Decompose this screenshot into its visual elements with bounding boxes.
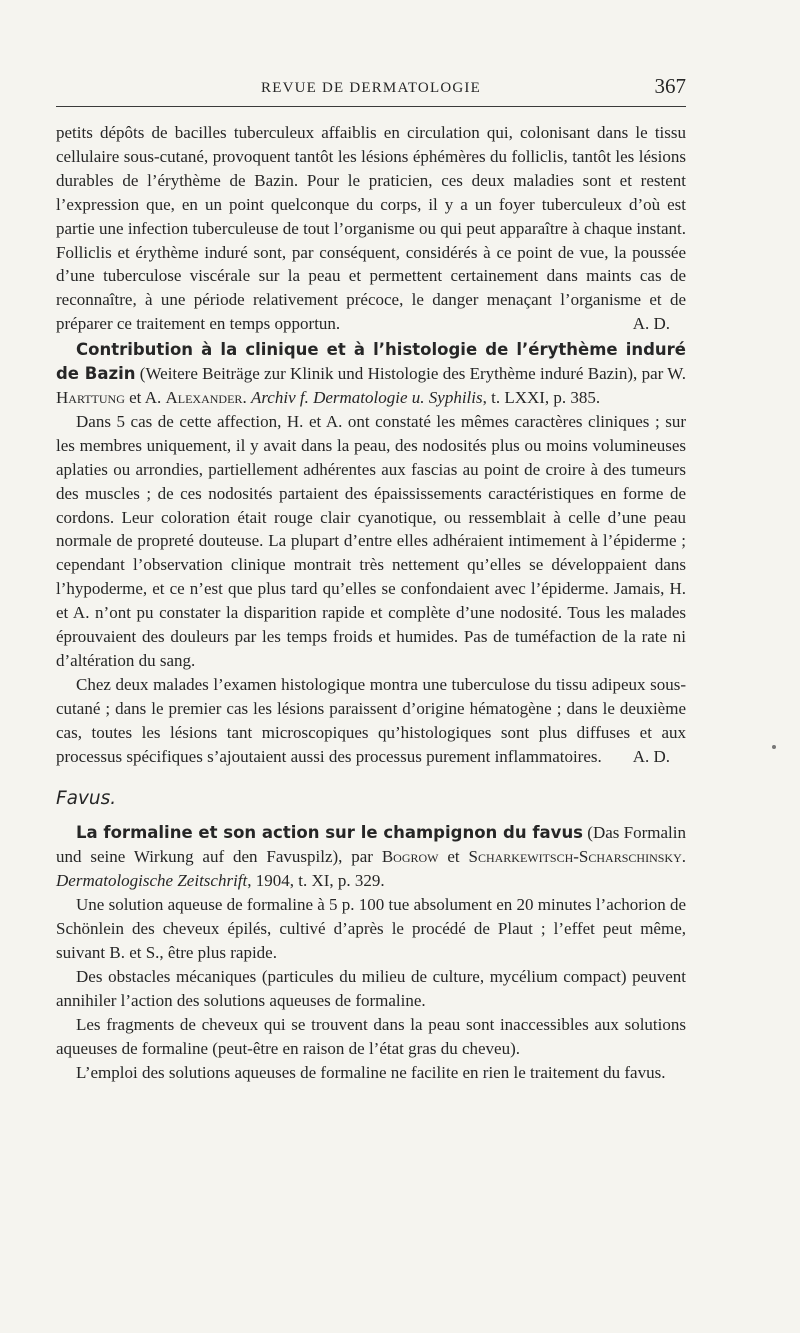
author-name: Scharkewitsch-Scharschinsky <box>468 847 682 867</box>
signature: A. D. <box>632 746 670 766</box>
page <box>56 72 686 1084</box>
page-number: 367 <box>654 74 686 98</box>
article-heading <box>56 821 686 893</box>
reference-text: , t. LXXI, p. 385. <box>482 387 601 407</box>
paragraph: Une solution aqueuse de formaline à 5 p. 100 tue absolument en 20 minutes l’achorion de Schönlein des cheveux épilés, cultivé d’après le procédé de Plaut ; l’effet peut même, suivant B. et S., être plus rapide. <box>56 895 686 962</box>
article-heading <box>56 338 686 410</box>
signature: A. D. <box>632 314 670 334</box>
article-title: La formaline et son action sur le champignon du favus <box>76 823 584 843</box>
paragraph: Dans 5 cas de cette affection, H. et A. ont constaté les mêmes caractères cliniques ; sur les membres uniquement, il y avait dans la peau, des nodosités plus ou moins volumineuses aplaties ou arrondies, partiellement adhérentes aux fascias au point de croire à des tumeurs des muscles ; de ces nodosités partaient des épaississements caractéristiques en forme de cordons. Leur coloration était rouge clair cyanotique, ou ressemblait à celle d’une peau normale de propreté douteuse. La plupart d’entre elles adhéraient intimement à l’épiderme ; cependant l’observation clinique montrait très nettement qu’elles se développaient dans l’hypoderme, et ce n’est que plus tard qu’elles se confondaient avec l’épiderme. Jamais, H. et A. n’ont pu constater la disparition rapide et complète d’une nodosité. Tous les malades éprouvaient des douleurs par les temps froids et humides. Pas de tuméfaction de la rate ni d’altération du sang. <box>56 411 686 670</box>
paragraph-text: Chez deux malades l’examen histologique montra une tuberculose du tissu adipeux sous-cutané ; dans le premier cas les lésions paraissent d’origine hématogène ; dans le deuxième cas, toutes les lésions tant microscopiques qu’histologiques sont plus diffuses et aux processus spécifiques s’ajoutaient aussi des processus purement inflammatoires. <box>56 674 686 766</box>
reference-text: . <box>681 847 686 867</box>
paragraph: Les fragments de cheveux qui se trouvent dans la peau sont inaccessibles aux solutions aqueuses de formaline (peut-être en raison de l’état gras du cheveu). <box>56 1014 686 1058</box>
running-head <box>56 72 686 107</box>
reference-text: , 1904, t. XI, p. 329. <box>247 871 385 891</box>
article-title: Contribution à la clinique et à l’histologie de l’érythème induré de Bazin <box>56 340 686 384</box>
journal-title: REVUE DE DERMATOLOGIE <box>261 80 481 96</box>
reference-text: et <box>438 847 469 867</box>
journal-name: Dermatologische Zeitschrift <box>56 871 248 891</box>
paragraph: L’emploi des solutions aqueuses de formaline ne facilite en rien le traitement du favus. <box>76 1062 666 1082</box>
paragraph <box>56 673 686 769</box>
reference-text: et A. <box>124 387 166 407</box>
reference-text: (Weitere Beiträge zur Klinik und Histologie des Erythème induré Bazin), par W. <box>135 364 687 384</box>
paragraph-text: petits dépôts de bacilles tuberculeux affaiblis en circulation qui, colonisant dans le tissu cellulaire sous-cutané, provoquent tantôt les lésions éphémères du folliclis, tantôt les lésions durables de l’érythème de Bazin. Pour le praticien, ces deux maladies sont et restent l’expression que, en un point quelconque du corps, il y a un foyer tuberculeux d’où est partie une infection tuberculeuse de tout l’organisme ou qui peut apparaître à chaque instant. Folliclis et érythème induré sont, par conséquent, considérés à ce point de vue, la poussée d’une tuberculose viscérale sur la peau et permettent certainement dans maints cas de reconnaître, à une période relativement précoce, le danger menaçant l’organisme et de préparer ce traitement en temps opportun. <box>56 123 686 334</box>
paragraph: Des obstacles mécaniques (particules du milieu de culture, mycélium compact) peuvent annihiler l’action des solutions aqueuses de formaline. <box>56 966 686 1010</box>
author-name: Harttung <box>56 387 125 407</box>
journal-name: Archiv f. Dermatologie u. Syphilis <box>250 387 483 407</box>
author-name: Bogrow <box>381 847 439 867</box>
section-title: Favus. <box>56 788 117 810</box>
reference-text: (Das Formalin und seine Wirkung auf den Favuspilz), par <box>56 823 686 867</box>
continued-paragraph <box>56 121 686 336</box>
reference-text: . <box>242 387 251 407</box>
ink-speck <box>772 745 776 749</box>
author-name: Alexander <box>165 387 243 407</box>
